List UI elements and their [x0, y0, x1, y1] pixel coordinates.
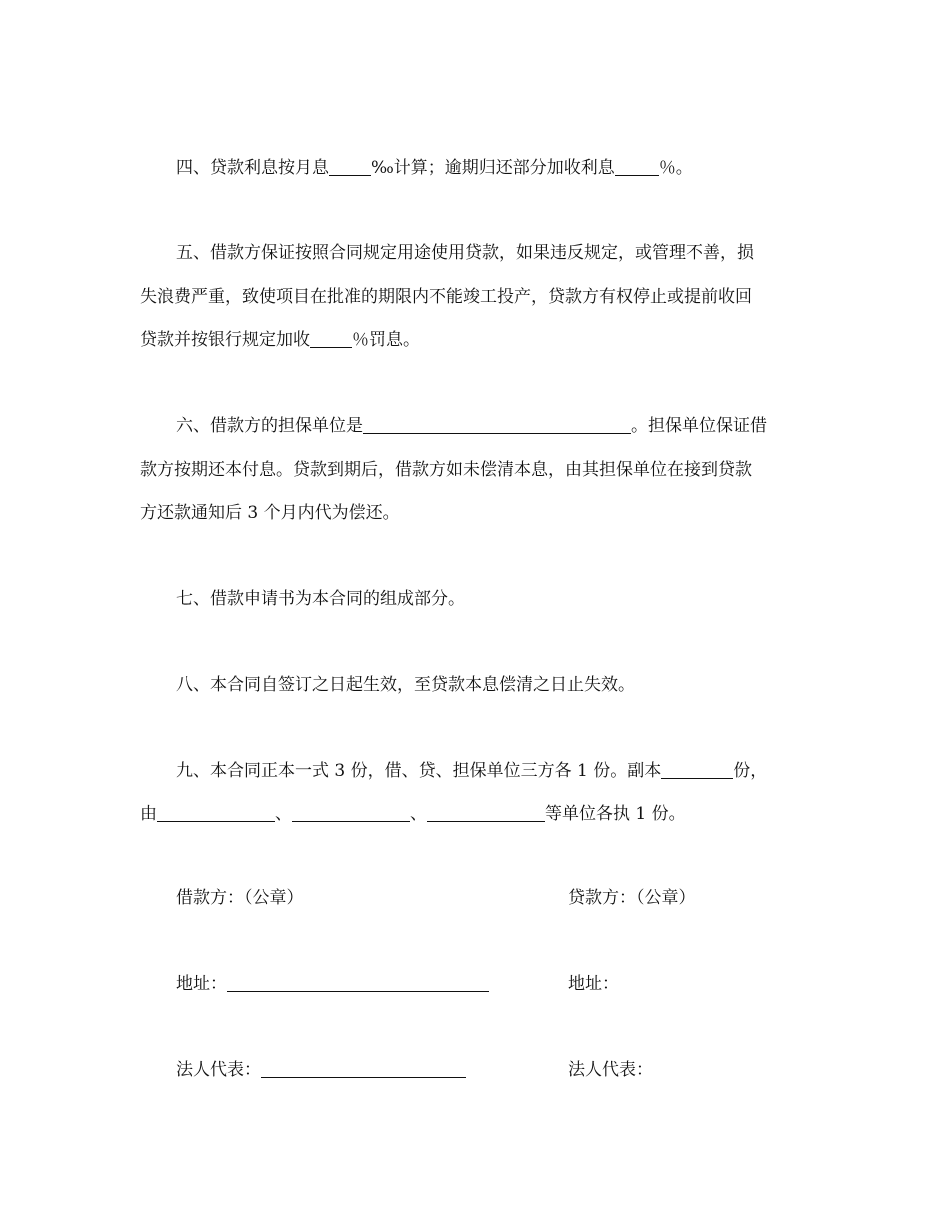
clause-6-line-1	[176, 414, 767, 438]
clause-9-text-b: 份，	[733, 761, 768, 781]
borrower-rep-blank[interactable]	[261, 1059, 466, 1078]
clause-9-text-c: 由	[140, 804, 157, 824]
clause-4	[176, 156, 693, 180]
clause-6-text-a: 六、借款方的担保单位是	[176, 416, 363, 436]
clause-4-text-b: ‰计算；逾期归还部分加收利息	[371, 158, 615, 178]
lender-address-label: 地址：	[568, 974, 619, 994]
clause-6-text-b: 。担保单位保证借	[631, 416, 767, 436]
borrower-address-label: 地址：	[176, 974, 227, 994]
lender-seal-label: 贷款方：（公章）	[568, 888, 696, 908]
clause-9-line-2	[140, 802, 686, 826]
copies-count-blank[interactable]	[661, 760, 733, 779]
clause-5-text-b: ％罚息。	[352, 330, 420, 350]
clause-6-line-2: 款方按期还本付息。贷款到期后，借款方如未偿清本息，由其担保单位在接到贷款	[140, 460, 752, 480]
guarantor-blank[interactable]	[363, 415, 631, 434]
clause-9-text-d: 等单位各执 1 份。	[545, 804, 686, 824]
overdue-interest-blank[interactable]	[615, 157, 659, 176]
clause-5-line-3	[140, 328, 420, 352]
clause-5-line-1: 五、借款方保证按照合同规定用途使用贷款，如果违反规定，或管理不善，损	[176, 243, 754, 263]
copy-holder-2-blank[interactable]	[292, 803, 410, 822]
clause-4-text-a: 四、贷款利息按月息	[176, 158, 329, 178]
copy-holder-1-blank[interactable]	[157, 803, 275, 822]
clause-9-sep-1: 、	[275, 804, 292, 824]
borrower-rep-label: 法人代表：	[176, 1060, 261, 1080]
borrower-seal-label: 借款方：（公章）	[176, 888, 304, 908]
borrower-address	[176, 972, 489, 996]
clause-4-text-c: ％。	[658, 158, 693, 178]
clause-6-line-3: 方还款通知后 3 个月内代为偿还。	[140, 503, 400, 523]
clause-5-text-a: 贷款并按银行规定加收	[140, 330, 310, 350]
borrower-address-blank[interactable]	[227, 973, 489, 992]
lender-rep-label: 法人代表：	[568, 1060, 653, 1080]
penalty-interest-blank[interactable]	[310, 329, 352, 348]
clause-9-text-a: 九、本合同正本一式 3 份，借、贷、担保单位三方各 1 份。副本	[176, 761, 662, 781]
clause-9-line-1	[176, 759, 767, 783]
clause-7: 七、借款申请书为本合同的组成部分。	[176, 589, 465, 609]
clause-9-sep-2: 、	[410, 804, 427, 824]
copy-holder-3-blank[interactable]	[427, 803, 545, 822]
clause-8: 八、本合同自签订之日起生效，至贷款本息偿清之日止失效。	[176, 675, 635, 695]
clause-5-line-2: 失浪费严重，致使项目在批准的期限内不能竣工投产，贷款方有权停止或提前收回	[140, 287, 752, 307]
monthly-interest-blank[interactable]	[329, 157, 371, 176]
borrower-representative	[176, 1058, 466, 1082]
